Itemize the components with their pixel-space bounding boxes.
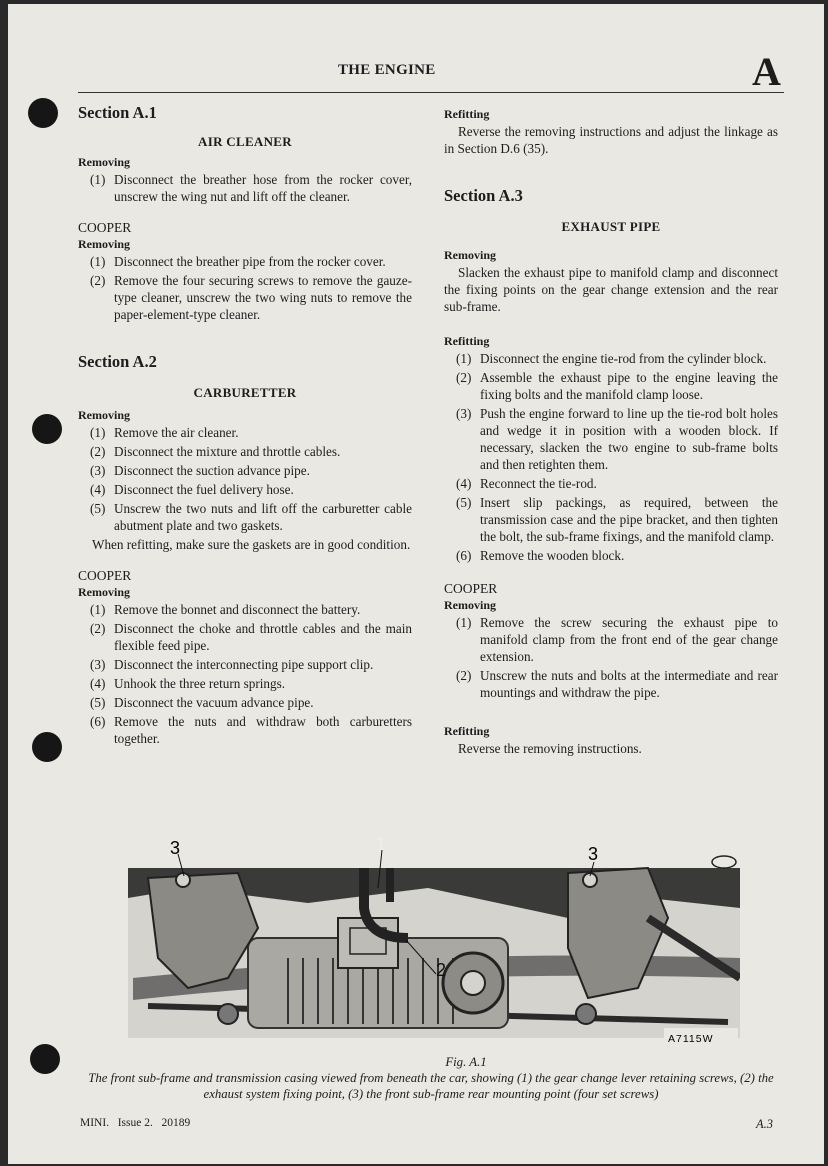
list-item: (6) Remove the wooden block. (456, 548, 625, 563)
callout-label: 3 (588, 844, 599, 864)
list-item: (1) Disconnect the breather pipe from the rocker cover. (90, 254, 386, 269)
refit-note: When refitting, make sure the gaskets are in good condition. (92, 537, 411, 552)
section-heading: Section A.1 (78, 103, 157, 122)
list-item: (6) Remove the nuts and withdraw both carburetters together. (90, 714, 412, 746)
page-title: THE ENGINE (338, 62, 436, 78)
removing-label: Removing (444, 248, 496, 262)
callout-label: 1 (376, 834, 387, 854)
right-column (444, 106, 778, 757)
binder-hole (28, 98, 58, 128)
removing-label: Removing (444, 598, 496, 612)
list-item: (4) Disconnect the fuel delivery hose. (90, 482, 294, 497)
refitting-text: Reverse the removing instructions. (458, 741, 642, 756)
binder-hole (32, 732, 62, 762)
caption-text: The front sub-frame and transmission casing viewed from beneath the car, showing (1) the gear change lever retaining screws, (2) the exhaust system fixing point, (3) the front sub-frame rear mounting point (four set screws) (88, 1071, 774, 1101)
subheading: EXHAUST PIPE (561, 219, 661, 234)
engine-subframe-illustration (128, 828, 740, 1048)
list-item: (2) Disconnect the choke and throttle cables and the main flexible feed pipe. (90, 621, 412, 653)
section-letter: A (752, 49, 781, 94)
section-heading: Section A.2 (78, 352, 157, 371)
page-header (8, 49, 824, 98)
list-item: (5) Disconnect the vacuum advance pipe. (90, 695, 314, 710)
list-item: (4) Reconnect the tie-rod. (456, 476, 597, 491)
list-item: (3) Disconnect the suction advance pipe. (90, 463, 310, 478)
figure-caption (78, 1054, 784, 1102)
list-item: (2) Assemble the exhaust pipe to the engine leaving the fixing bolts and the manifold clamp loose. (456, 370, 778, 402)
manual-page (8, 4, 824, 1164)
list-item: (4) Unhook the three return springs. (90, 676, 286, 691)
callout-label: 3 (170, 838, 181, 858)
cooper-label: COOPER (78, 220, 132, 235)
plate-code: A7115W (668, 1033, 714, 1045)
refitting-text: Reverse the removing instructions and adjust the linkage as in Section D.6 (35). (444, 124, 778, 156)
list-item: (2) Unscrew the nuts and bolts at the intermediate and rear mountings and withdraw the pipe. (456, 668, 778, 700)
binder-hole (32, 414, 62, 444)
refitting-label: Refitting (444, 724, 490, 738)
removing-label: Removing (78, 585, 130, 599)
refitting-label: Refitting (444, 107, 490, 121)
figure-number: Fig. A.1 (445, 1055, 487, 1069)
list-item: (1) Disconnect the breather hose from the rocker cover, unscrew the wing nut and lift off the cleaner. (90, 172, 412, 204)
list-item: (1) Disconnect the engine tie-rod from the cylinder block. (456, 351, 767, 366)
list-item: (5) Unscrew the two nuts and lift off the carburetter cable abutment plate and two gaskets. (90, 501, 412, 533)
list-item: (3) Push the engine forward to line up the tie-rod bolt holes and wedge it in position with a wooden block. If necessary, slacken the two engine to sub-frame bolts and then retighten them. (456, 406, 778, 472)
removing-label: Removing (78, 237, 130, 251)
subheading: AIR CLEANER (198, 134, 292, 149)
list-item: (1) Remove the bonnet and disconnect the battery. (90, 602, 361, 617)
list-item: (2) Remove the four securing screws to remove the gauze-type cleaner, unscrew the two wing nuts to remove the paper-element-type cleaner. (90, 273, 412, 322)
list-item: (1) Remove the screw securing the exhaust pipe to manifold clamp from the front end of the gear change extension. (456, 615, 778, 664)
header-rule (78, 92, 784, 93)
removing-label: Removing (78, 155, 130, 169)
subheading: CARBURETTER (193, 385, 297, 400)
callout-label: 2 (436, 960, 447, 980)
footer-issue: MINI. Issue 2. 20189 (80, 1117, 191, 1129)
removing-text: Slacken the exhaust pipe to manifold clamp and disconnect the fixing points on the gear change extension and the rear sub-frame. (444, 265, 778, 314)
list-item: (3) Disconnect the interconnecting pipe support clip. (90, 657, 374, 672)
list-item: (1) Remove the air cleaner. (90, 425, 239, 440)
page-number: A.3 (756, 1117, 774, 1131)
refitting-label: Refitting (444, 334, 490, 348)
left-column (78, 104, 412, 749)
cooper-label: COOPER (444, 581, 498, 596)
section-heading: Section A.3 (444, 186, 523, 205)
binder-hole (30, 1044, 60, 1074)
cooper-label: COOPER (78, 568, 132, 583)
list-item: (2) Disconnect the mixture and throttle cables. (90, 444, 341, 459)
removing-label: Removing (78, 408, 130, 422)
list-item: (5) Insert slip packings, as required, between the transmission case and the pipe bracket, and then tighten the bolt, the sub-frame fixings, and the manifold clamp. (456, 495, 778, 544)
